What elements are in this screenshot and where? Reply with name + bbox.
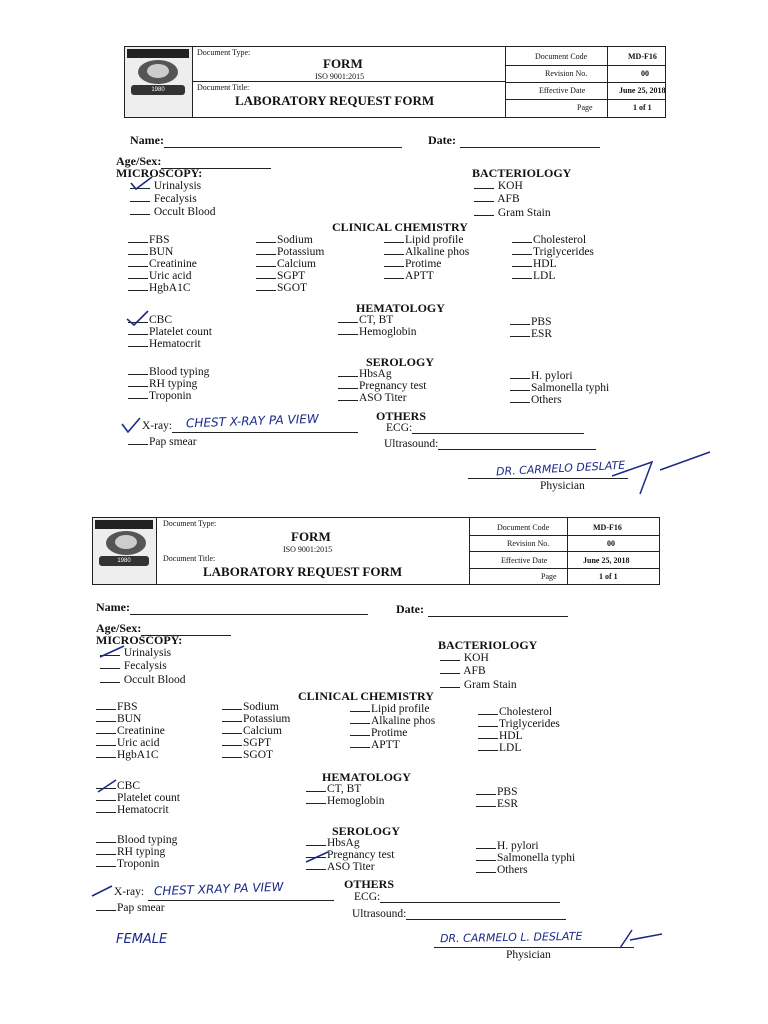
doc-title-label-2: Document Title: (163, 554, 216, 563)
effective-date-label-2: Effective Date (501, 556, 548, 565)
doc-title-label: Document Title: (197, 83, 250, 92)
hema-col-3-2: PBS ESR (476, 786, 518, 810)
doc-type-label-2: Document Type: (163, 519, 217, 528)
revision-number: 00 (641, 69, 649, 78)
ecg-field-2: ECG: (354, 891, 560, 903)
page-label-2: Page (541, 572, 557, 581)
chem-col-3: Lipid profile Alkaline phos Protime APTT (384, 234, 469, 282)
test-gram-stain: Gram Stain (474, 207, 551, 219)
xray-field-2: X-ray: (114, 886, 145, 898)
test-koh-2: KOH (440, 652, 489, 664)
clinical-chemistry-heading-2: CLINICAL CHEMISTRY (298, 689, 434, 703)
doc-code-label-2: Document Code (497, 523, 550, 532)
handwritten-xray-request-2: CHEST XRAY PA VIEW (153, 879, 284, 899)
others-heading: OTHERS (376, 409, 427, 423)
pap-smear-field-2: Pap smear (96, 902, 165, 914)
doc-title-2: LABORATORY REQUEST FORM (203, 564, 403, 579)
age-sex-field: Age/Sex: (116, 154, 271, 169)
bacteriology-heading: BACTERIOLOGY (472, 166, 572, 180)
check-xray-2 (92, 886, 112, 896)
serology-heading: SEROLOGY (366, 355, 435, 369)
microscopy-heading-2: MICROSCOPY: (96, 633, 183, 647)
page-number-2: 1 of 1 (599, 572, 618, 581)
xray-field: X-ray: (142, 420, 173, 432)
hema-col-3: PBS ESR (510, 316, 552, 340)
sero-col-2: HbsAg Pregnancy test ASO Titer (338, 368, 426, 404)
chem-col-2: Sodium Potassium Calcium SGPT SGOT (256, 234, 324, 294)
doc-type-label: Document Type: (197, 48, 251, 57)
microscopy-heading: MICROSCOPY: (116, 166, 203, 180)
date-field-2: Date: (396, 602, 568, 617)
effective-date-label: Effective Date (539, 86, 586, 95)
page-label: Page (577, 103, 593, 112)
ultrasound-field-2: Ultrasound: (352, 908, 566, 920)
chem-col-3-2: Lipid profile Alkaline phos Protime APTT (350, 703, 435, 751)
hema-col-1-2: CBC Platelet count Hematocrit (96, 780, 180, 816)
chem-col-4-2: Cholesterol Triglycerides HDL LDL (478, 706, 560, 754)
clinical-chemistry-heading: CLINICAL CHEMISTRY (332, 220, 468, 234)
hema-col-2: CT, BT Hemoglobin (338, 314, 417, 338)
effective-date: June 25, 2018 (619, 86, 666, 95)
handwritten-sex: FEMALE (116, 932, 168, 947)
name-field: Name: (130, 133, 402, 148)
hema-col-1: CBC Platelet count Hematocrit (128, 314, 212, 350)
sero-col-3-2: H. pylori Salmonella typhi Others (476, 840, 575, 876)
check-urinalysis-2 (100, 646, 124, 657)
revision-number-2: 00 (607, 539, 615, 548)
age-sex-field-2: Age/Sex: (96, 621, 231, 636)
test-afb-2: AFB (440, 665, 486, 677)
physician-signature-2: DR. CARMELO L. DESLATE (439, 929, 583, 946)
test-fecalysis: Fecalysis (130, 193, 197, 205)
doc-type-2: FORM (291, 529, 331, 544)
test-urinalysis-2: Urinalysis (100, 647, 171, 659)
bacteriology-heading-2: BACTERIOLOGY (438, 638, 538, 652)
revision-label-2: Revision No. (507, 539, 550, 548)
chem-col-4: Cholesterol Triglycerides HDL LDL (512, 234, 594, 282)
doc-title: LABORATORY REQUEST FORM (235, 93, 435, 108)
test-gram-stain-2: Gram Stain (440, 679, 517, 691)
logo-year-2: 1980 (99, 556, 149, 566)
logo-year: 1980 (131, 85, 185, 95)
test-koh: KOH (474, 180, 523, 192)
ecg-field: ECG: (386, 422, 584, 434)
check-cbc-2 (98, 780, 116, 792)
sero-col-1-2: Blood typing RH typing Troponin (96, 834, 177, 870)
revision-label: Revision No. (545, 69, 588, 78)
ultrasound-field: Ultrasound: (384, 438, 596, 450)
test-afb: AFB (474, 193, 520, 205)
others-heading-2: OTHERS (344, 877, 395, 891)
hematology-heading: HEMATOLOGY (356, 301, 445, 315)
sero-col-3: H. pylori Salmonella typhi Others (510, 370, 609, 406)
effective-date-2: June 25, 2018 (583, 556, 630, 565)
physician-label: Physician (540, 480, 585, 492)
name-field-2: Name: (96, 600, 368, 615)
check-pregnancy-2 (306, 852, 328, 862)
doc-code-label: Document Code (535, 52, 588, 61)
doc-type: FORM (323, 56, 363, 71)
pap-smear-field: Pap smear (128, 436, 197, 448)
sero-col-1: Blood typing RH typing Troponin (128, 366, 209, 402)
hema-col-2-2: CT, BT Hemoglobin (306, 783, 385, 807)
chem-col-1-2: FBS BUN Creatinine Uric acid HgbA1C (96, 701, 165, 761)
chem-col-2-2: Sodium Potassium Calcium SGPT SGOT (222, 701, 290, 761)
handwritten-xray-request: CHEST X-RAY PA VIEW (185, 411, 319, 431)
chem-col-1: FBS BUN Creatinine Uric acid HgbA1C (128, 234, 197, 294)
iso-standard: ISO 9001:2015 (315, 72, 365, 81)
serology-heading-2: SEROLOGY (332, 824, 401, 838)
signature-stroke-2 (620, 930, 662, 948)
test-occult-blood: Occult Blood (130, 206, 216, 218)
physician-label-2: Physician (506, 949, 551, 961)
test-fecalysis-2: Fecalysis (100, 660, 167, 672)
hematology-heading-2: HEMATOLOGY (322, 770, 411, 784)
doc-code: MD-F16 (628, 52, 657, 61)
test-occult-blood-2: Occult Blood (100, 674, 186, 686)
test-urinalysis: Urinalysis (130, 180, 201, 192)
iso-standard-2: ISO 9001:2015 (283, 545, 333, 554)
physician-signature: DR. CARMELO DESLATE (495, 458, 626, 479)
page-number: 1 of 1 (633, 103, 652, 112)
doc-code-2: MD-F16 (593, 523, 622, 532)
date-field: Date: (428, 133, 600, 148)
sero-col-2-2: HbsAg Pregnancy test ASO Titer (306, 837, 394, 873)
